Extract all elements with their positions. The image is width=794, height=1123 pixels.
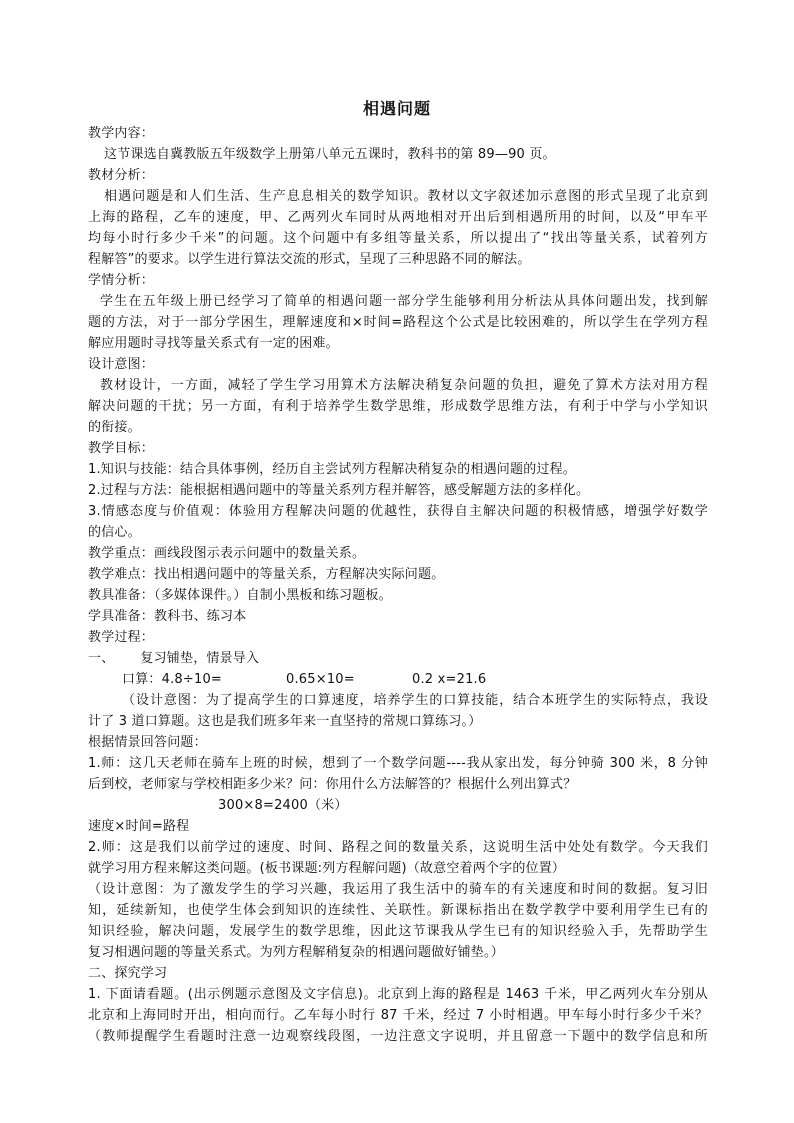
paragraph-line: 上海的路程，乙车的速度，甲、乙两列火车同时从两地相对开出后到相遇所用的时间，以及“甲车平	[88, 210, 708, 225]
page-title: 相遇问题	[362, 99, 431, 118]
heading-teaching-goals: 教学目标：	[88, 441, 155, 456]
paragraph-line: 题的方法，对于一部分学困生，理解速度和×时间=路程这个公式是比较困难的，所以学生在学列方程	[88, 315, 708, 330]
paragraph-line: 2.师：这是我们以前学过的速度、时间、路程之间的数量关系，这说明生活中处处有数学。今天我们	[88, 840, 708, 855]
design-note-line: 复习相遇问题的等量关系式。为列方程解稍复杂的相遇问题做好铺垫。）	[88, 945, 504, 960]
heading-teaching-process: 教学过程：	[88, 630, 155, 645]
design-note-line: 知，延续新知，也使学生体会到知识的连续性、关联性。新课标指出在数学教学中要利用学生已有的	[88, 903, 708, 918]
goal-item: 3.情感态度与价值观：体验用方程解决问题的优越性，获得自主解决问题的积极情感，增强学好数学	[88, 504, 708, 519]
paragraph-line: 均每小时行多少千米”的问题。这个问题中有多组等量关系，所以提出了“找出等量关系，试着列方	[88, 231, 708, 246]
paragraph-line: （教师提醒学生看题时注意一边观察线段图，一边注意文字说明，并且留意一下题中的数学信息和所	[88, 1029, 708, 1044]
goal-item: 2.过程与方法：能根据相遇问题中的等量关系列方程并解答，感受解题方法的多样化。	[88, 483, 590, 498]
paragraph-line: 相遇问题是和人们生活、生产息息相关的数学知识。教材以文字叙述加示意图的形式呈现了北京到	[104, 189, 708, 204]
paragraph-line: 这节课选自冀教版五年级数学上册第八单元五课时，教科书的第 89—90 页。	[104, 147, 556, 162]
key-point: 教学重点：画线段图示表示问题中的数量关系。	[88, 546, 366, 561]
paragraph-line: 后到校，老师家与学校相距多少米？问：你用什么方法解答的？根据什么列出算式？	[88, 777, 577, 792]
design-note-line: （设计意图：为了提高学生的口算速度，培养学生的口算技能，结合本班学生的实际特点，我设	[122, 693, 708, 708]
paragraph-line: 教材设计，一方面，减轻了学生学习用算术方法解决稍复杂问题的负担，避免了算术方法对用方程	[100, 378, 708, 393]
heading-material-analysis: 教材分析：	[88, 168, 155, 183]
formula: 速度×时间=路程	[88, 819, 190, 834]
paragraph-line: 解应用题时寻找等量关系式有一定的困难。	[88, 336, 339, 351]
paragraph-line: 北京和上海同时开出，相向而行。乙车每小时行 87 千米，经过 7 小时相遇。甲车每小时行多少千米？	[88, 1008, 708, 1023]
heading-teaching-content: 教学内容：	[88, 126, 155, 141]
equation: 300×8=2400（米）	[218, 798, 348, 813]
section-heading-review: 一、 复习铺垫，情景导入	[88, 651, 260, 666]
paragraph-line: 程解答”的要求。以学生进行算法交流的形式，呈现了三种思路不同的解法。	[88, 252, 531, 267]
paragraph-line: 的衔接。	[88, 420, 141, 435]
paragraph-line: 1.师：这几天老师在骑车上班的时候，想到了一个数学问题----我从家出发，每分钟骑 300 米，8 分钟	[88, 756, 708, 771]
paragraph-line: 就学习用方程来解这类问题。(板书课题:列方程解问题)（故意空着两个字的位置）	[88, 861, 566, 876]
paragraph-line: 1. 下面请看题。(出示例题示意图及文字信息)。北京到上海的路程是 1463 千米，甲乙两列火车分别从	[88, 987, 708, 1002]
design-note-line: 计了 3 道口算题。这也是我们班多年来一直坚持的常规口算练习。）	[88, 714, 482, 729]
mental-math-3: 0.2 x=21.6	[412, 672, 487, 687]
mental-math-2: 0.65×10=	[286, 672, 355, 687]
learning-aids: 学具准备：教科书、练习本	[88, 609, 247, 624]
heading-learner-analysis: 学情分析：	[88, 273, 155, 288]
goal-item: 1.知识与技能：结合具体事例，经历自主尝试列方程解决稍复杂的相遇问题的过程。	[88, 462, 577, 477]
section-heading-explore: 二、探究学习	[88, 966, 168, 981]
goal-item-cont: 的信心。	[88, 525, 141, 540]
mental-math-1: 口算：4.8÷10=	[122, 672, 223, 687]
scenario-heading: 根据情景回答问题：	[88, 735, 207, 750]
difficult-point: 教学难点：找出相遇问题中的等量关系，方程解决实际问题。	[88, 567, 445, 582]
design-note-line: 知识经验，解决问题，发展学生的数学思维，因此这节课我从学生已有的知识经验入手，先帮助学生	[88, 924, 708, 939]
heading-design-intent: 设计意图：	[88, 357, 155, 372]
paragraph-line: 解决问题的干扰；另一方面，有利于培养学生数学思维，形成数学思维方法，有利于中学与小学知识	[88, 399, 708, 414]
teaching-aids: 教具准备：（多媒体课件。）自制小黑板和练习题板。	[88, 588, 392, 603]
design-note-line: （设计意图：为了激发学生的学习兴趣，我运用了我生活中的骑车的有关速度和时间的数据。复习旧	[88, 882, 708, 897]
paragraph-line: 学生在五年级上册已经学习了简单的相遇问题一部分学生能够利用分析法从具体问题出发，找到解	[100, 294, 708, 309]
